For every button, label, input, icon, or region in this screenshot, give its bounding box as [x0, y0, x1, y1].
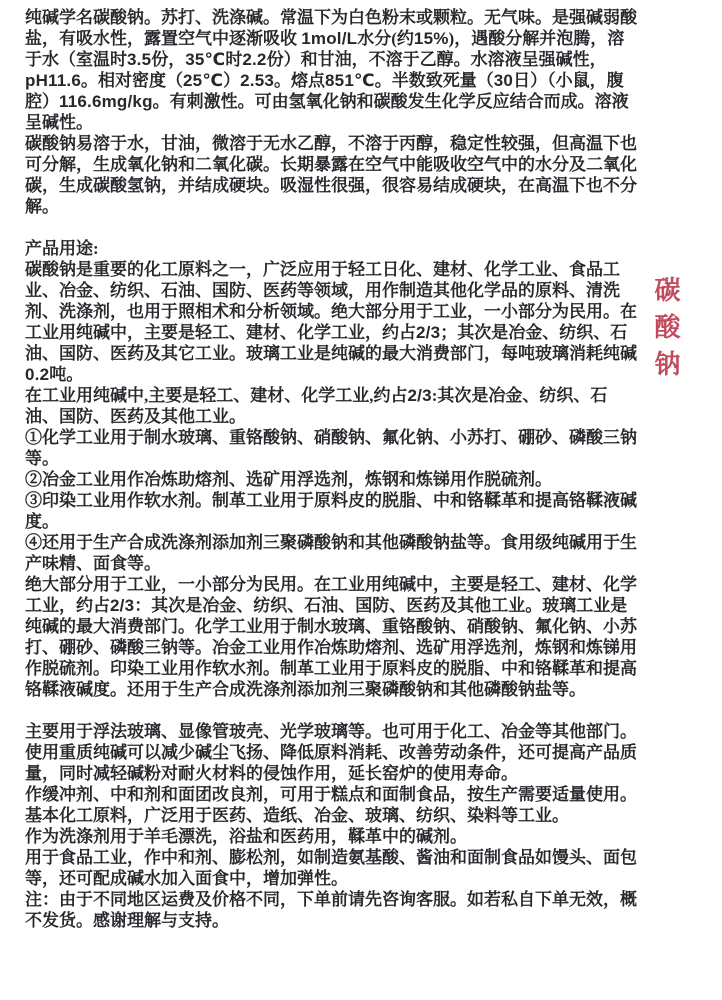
paragraph: 作缓冲剂、中和剂和面团改良剂，可用于糕点和面制食品，按生产需要适量使用。	[25, 785, 637, 804]
numeric-run: 2.2	[242, 50, 267, 69]
numeric-run: 851℃	[325, 71, 375, 90]
paragraph: 主要用于浮法玻璃、显像管玻壳、光学玻璃等。也可用于化工、冶金等其他部门。	[25, 722, 637, 741]
numeric-run: 1mol/L	[301, 29, 358, 48]
paragraph: ④还用于生产合成洗涤剂添加剂三聚磷酸钠和其他磷酸钠盐等。食用级纯碱用于生产味精、面食等。	[25, 533, 637, 573]
numeric-run: 3.5	[127, 50, 152, 69]
numeric-run: 15%	[413, 29, 449, 48]
paragraph: 在工业用纯碱中,主要是轻工、建材、化学工业,约占2/3:其次是冶金、纺织、石油、国防、医药及其他工业。	[25, 386, 608, 426]
paragraph: 纯碱学名碳酸钠。苏打、洗涤碱。常温下为白色粉末或颗粒。无气味。是强碱弱酸盐，有吸水性，露置空气中逐渐吸收 1mol/L水分(约15%)，遇酸分解并泡腾，溶于水（室温时3.5份，35℃时2.2份）和甘油，不溶于乙醇。水溶液呈强碱性，pH11.6。相对密度（25℃）2.53。熔点851℃。半数致死量（30日）（小鼠，腹腔）116.6mg/kg。有刺激性。可由氢氧化钠和碳酸发生化学反应结合而成。溶液呈碱性。	[25, 8, 637, 132]
numeric-run: 35℃	[185, 50, 226, 69]
numeric-run: 0.2	[25, 365, 50, 384]
numeric-run: 2/3	[407, 386, 432, 405]
paragraph: 注：由于不同地区运费及价格不同，下单前请先咨询客服。如若私自下单无效，概不发货。感谢理解与支持。	[25, 890, 637, 930]
paragraph: 产品用途:	[25, 239, 99, 258]
numeric-run: 2.53	[240, 71, 275, 90]
document-body	[25, 7, 640, 931]
paragraph: 作为洗涤剂用于羊毛漂洗，浴盐和医药用，鞣革中的碱剂。	[25, 827, 467, 846]
paragraph: 用于食品工业，作中和剂、膨松剂，如制造氨基酸、酱油和面制食品如馒头、面包等，还可配成碱水加入面食中，增加弹性。	[25, 848, 637, 888]
numeric-run: 2/3	[416, 323, 441, 342]
numeric-run: 2/3	[110, 596, 135, 615]
numeric-run: 30	[493, 71, 514, 90]
paragraph: 使用重质纯碱可以减少碱尘飞扬、降低原料消耗、改善劳动条件，还可提高产品质量，同时减轻碱粉对耐火材料的侵蚀作用，延长窑炉的使用寿命。	[25, 743, 637, 783]
paragraph: 基本化工原料，广泛用于医药、造纸、冶金、玻璃、纺织、染料等工业。	[25, 806, 569, 825]
paragraph: 碳酸钠易溶于水，甘油，微溶于无水乙醇，不溶于丙醇，稳定性较强，但高温下也可分解，生成氧化钠和二氧化碳。长期暴露在空气中能吸收空气中的水分及二氧化碳，生成碳酸氢钠，并结成硬块。吸湿性很强，很容易结成硬块，在高温下也不分解。	[25, 134, 637, 216]
numeric-run: 25℃	[183, 71, 224, 90]
paragraph: 碳酸钠是重要的化工原料之一，广泛应用于轻工日化、建材、化学工业、食品工业、冶金、纺织、石油、国防、医药等领域，用作制造其他化学品的原料、清洗剂、洗涤剂，也用于照相术和分析领域。绝大部分用于工业，一小部分为民用。在工业用纯碱中，主要是轻工、建材、化学工业，约占2/3；其次是冶金、纺织、石油、国防、医药及其它工业。玻璃工业是纯碱的最大消费部门，每吨玻璃消耗纯碱0.2吨。	[25, 260, 637, 384]
paragraph: ①化学工业用于制水玻璃、重铬酸钠、硝酸钠、氟化钠、小苏打、硼砂、磷酸三钠等。	[25, 428, 637, 468]
paragraph: ③印染工业用作软水剂。制革工业用于原料皮的脱脂、中和铬鞣革和提高铬鞣液碱度。	[25, 491, 637, 531]
numeric-run: 116.6mg/kg	[59, 92, 153, 111]
vertical-product-name-label: 碳酸钠	[651, 276, 680, 387]
numeric-run: pH11.6	[25, 71, 82, 90]
paragraph: ②冶金工业用作冶炼助熔剂、选矿用浮选剂，炼钢和炼锑用作脱硫剂。	[25, 470, 552, 489]
paragraph: 绝大部分用于工业，一小部分为民用。在工业用纯碱中，主要是轻工、建材、化学工业，约占2/3：其次是冶金、纺织、石油、国防、医药及其他工业。玻璃工业是纯碱的最大消费部门。化学工业用于制水玻璃、重铬酸钠、硝酸钠、氟化钠、小苏打、硼砂、磷酸三钠等。冶金工业用作冶炼助熔剂、选矿用浮选剂，炼钢和炼锑用作脱硫剂。印染工业用作软水剂。制革工业用于原料皮的脱脂、中和铬鞣革和提高铬鞣液碱度。还用于生产合成洗涤剂添加剂三聚磷酸钠和其他磷酸钠盐等。	[25, 575, 637, 699]
